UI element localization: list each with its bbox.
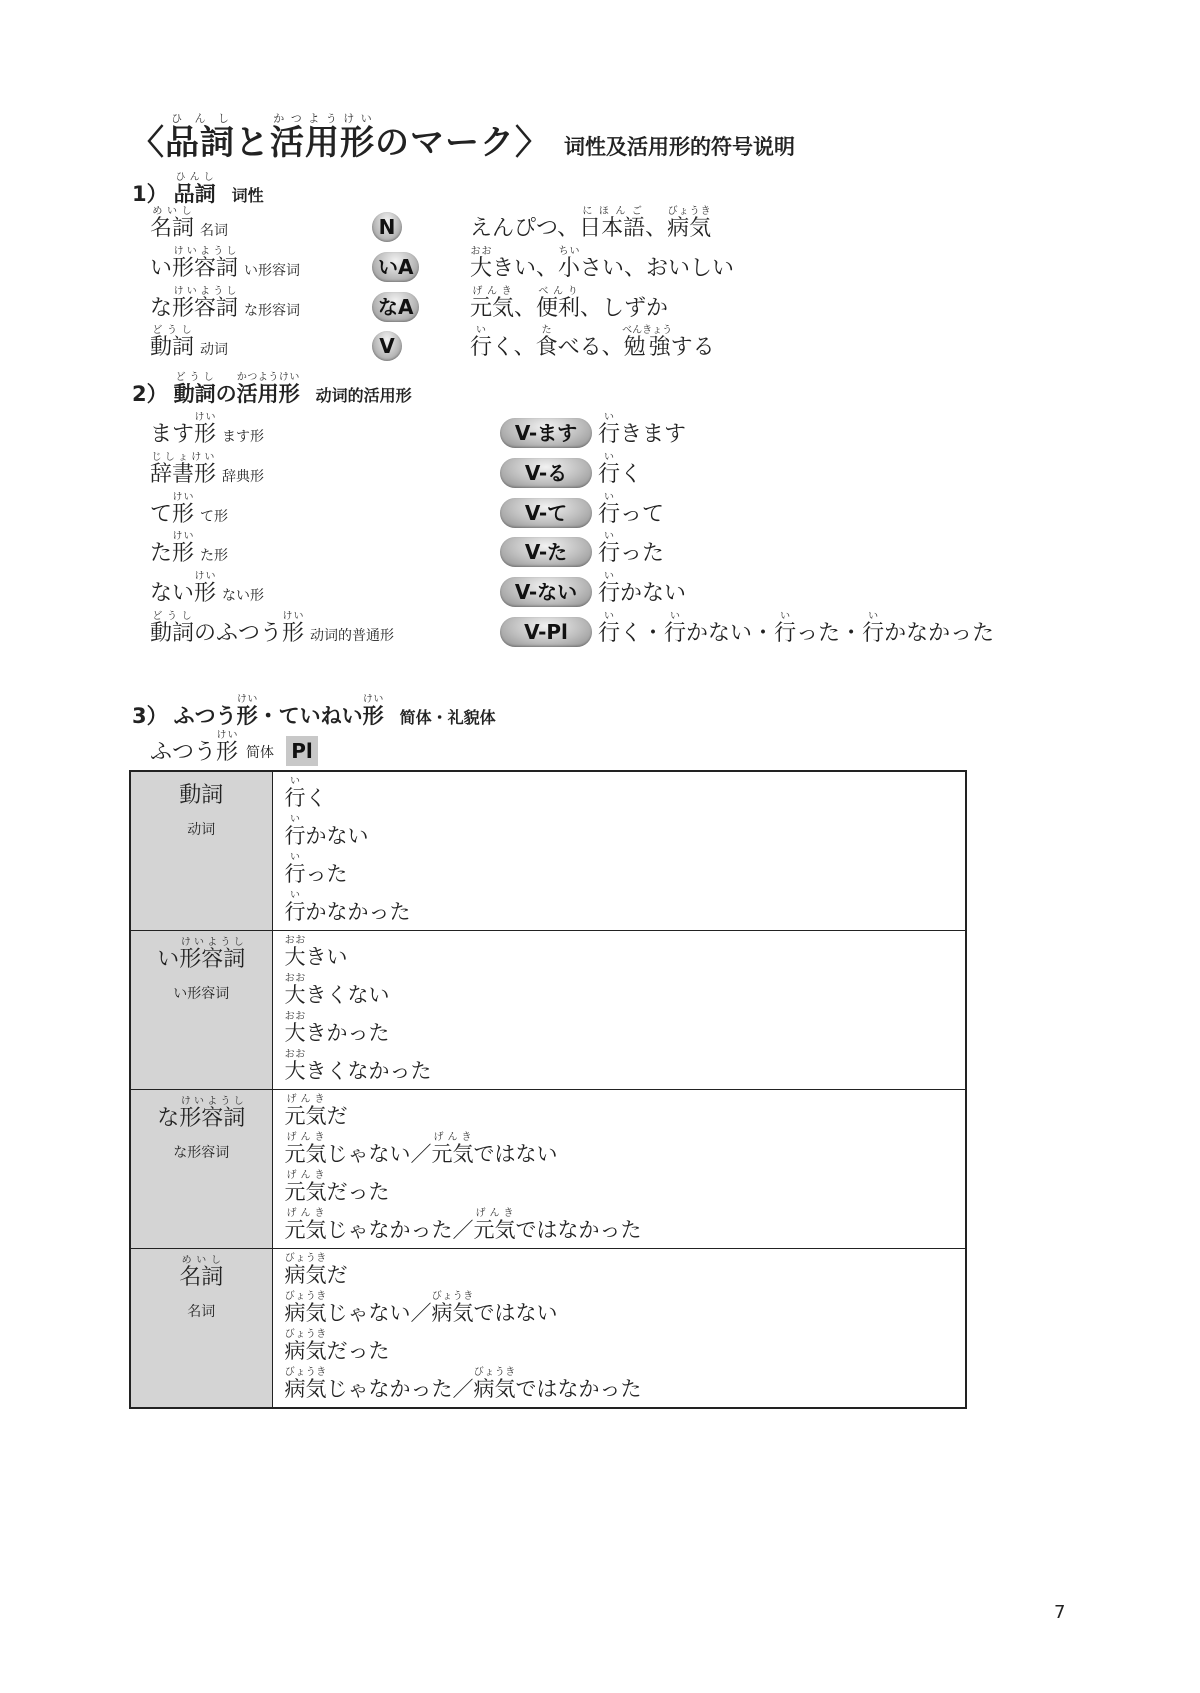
ruby-word: 行い <box>774 611 797 646</box>
conjugation-line: 行いかなかった <box>284 890 411 924</box>
ruby-word: 行い <box>598 492 621 527</box>
pos-example: 元気げんき、便利べんり、しずか <box>470 286 669 321</box>
conjugation-line: 行いかない <box>284 814 369 848</box>
table-row <box>130 771 966 931</box>
furigana: びょうき <box>473 1367 516 1378</box>
verb-form-term <box>150 531 228 567</box>
furigana: かつようけい <box>270 112 375 125</box>
title-chinese: 词性及活用形的符号说明 <box>564 135 795 159</box>
word-class-chinese: な形容词 <box>173 1145 230 1161</box>
ruby-word: 元気げんき <box>431 1132 474 1166</box>
verb-form-term-chinese: ます形 <box>222 429 265 445</box>
verb-form-example: 行いく・行いかない・行いった・行いかなかった <box>598 611 995 646</box>
verb-form-term-chinese: 动词的普通形 <box>310 628 395 644</box>
ruby-word: 元気げんき <box>284 1208 327 1242</box>
ruby-word: 元気げんき <box>284 1094 327 1128</box>
conjugation-line: 大おおきくない <box>284 973 390 1007</box>
verb-form-row <box>0 531 1200 571</box>
section-2-heading <box>132 372 412 408</box>
verb-form-example: 行いく <box>598 452 643 487</box>
furigana: げんき <box>470 286 514 297</box>
furigana: けい <box>194 571 217 582</box>
furigana: にほんご <box>579 206 646 217</box>
furigana: おお <box>284 1049 306 1060</box>
furigana: かつようけい <box>236 372 300 383</box>
ruby-word: 行い <box>664 611 687 646</box>
ruby-word: 行い <box>862 611 885 646</box>
ruby-word: 行い <box>284 776 306 810</box>
furigana: べんり <box>536 286 581 297</box>
verb-form-badge: V-る <box>500 458 592 488</box>
furigana: けい <box>172 492 195 503</box>
word-class-term: い形容詞けいようし <box>157 937 246 972</box>
verb-form-mark <box>500 458 592 488</box>
furigana: い <box>598 452 620 463</box>
furigana: い <box>470 325 492 336</box>
pos-term-japanese: い形容詞けいようし <box>150 246 239 281</box>
word-class-chinese: い形容词 <box>173 986 230 1002</box>
verb-form-term-japanese: 動詞どうしのふつう形けい <box>150 611 305 646</box>
furigana: げんき <box>431 1132 474 1143</box>
conjugation-line: 病気びょうきじゃない／病気びょうきではない <box>284 1291 558 1325</box>
ruby-word: 品詞ひんし <box>165 112 235 163</box>
page-title <box>130 112 795 164</box>
furigana: けい <box>282 611 305 622</box>
pos-row <box>0 286 1200 326</box>
verb-form-mark <box>500 577 592 607</box>
pos-row <box>0 325 1200 365</box>
furigana: びょうき <box>431 1291 474 1302</box>
furigana: い <box>774 611 797 622</box>
pos-badge: なA <box>372 292 419 322</box>
furigana: い <box>862 611 885 622</box>
furigana: げんき <box>473 1208 516 1219</box>
furigana: おお <box>284 973 306 984</box>
furigana: けいようし <box>179 1096 246 1107</box>
verb-form-term-japanese: ない形けい <box>150 571 217 606</box>
pos-term <box>150 325 228 361</box>
furigana: めいし <box>150 206 194 217</box>
pos-mark <box>372 292 419 322</box>
ruby-word: 形容詞けいようし <box>179 1096 246 1131</box>
verb-form-term <box>150 452 264 488</box>
table-row <box>130 1090 966 1249</box>
verb-form-badge: V-て <box>500 498 592 528</box>
conjugation-line: 行いく <box>284 776 327 810</box>
furigana: い <box>664 611 687 622</box>
conjugation-line: 病気びょうきだった <box>284 1329 390 1363</box>
furigana: い <box>598 611 620 622</box>
ruby-word: 行い <box>598 452 621 487</box>
verb-form-term-chinese: た形 <box>200 548 229 564</box>
ruby-word: 病気びょうき <box>473 1367 516 1401</box>
ruby-word: 病気びょうき <box>667 206 712 241</box>
furigana: おお <box>284 1011 306 1022</box>
verb-form-term-japanese <box>150 452 217 487</box>
ruby-word: 活用形かつようけい <box>270 112 375 163</box>
ruby-word: 大おお <box>284 1011 306 1045</box>
table-row <box>130 1249 966 1409</box>
verb-form-example: 行いきます <box>598 412 687 447</box>
ruby-word: 病気びょうき <box>431 1291 474 1325</box>
section-title-chinese: 动词的活用形 <box>315 386 412 405</box>
pos-badge: いA <box>372 252 419 282</box>
furigana: けい <box>216 730 239 741</box>
conjugation-line: 元気げんきだ <box>284 1094 348 1128</box>
furigana: い <box>284 814 306 825</box>
conjugation-line: 病気びょうきだ <box>284 1253 348 1287</box>
furigana: ちい <box>558 246 581 257</box>
ruby-word: 形けい <box>282 611 305 646</box>
furigana: い <box>598 571 620 582</box>
ruby-word: 日本語にほんご <box>579 206 646 241</box>
verb-form-badge: V-ない <box>500 577 592 607</box>
furigana: い <box>598 531 620 542</box>
verb-form-term-chinese: 辞典形 <box>222 469 265 485</box>
pos-mark <box>372 331 402 361</box>
furigana: めいし <box>179 1255 224 1266</box>
table-row-forms <box>272 1249 966 1409</box>
furigana: おお <box>284 935 306 946</box>
furigana: けい <box>194 412 217 423</box>
verb-form-row <box>0 571 1200 611</box>
conjugation-line: 行いった <box>284 852 348 886</box>
verb-form-badge: V-Pl <box>500 617 592 647</box>
ruby-word: 名詞めいし <box>179 1255 224 1290</box>
furigana: い <box>284 852 306 863</box>
pos-badge: N <box>372 212 402 242</box>
pos-term <box>150 286 300 322</box>
ruby-word: 行い <box>598 571 621 606</box>
ruby-word: 行い <box>598 412 621 447</box>
pos-term-chinese: 名词 <box>200 223 229 239</box>
verb-form-term <box>150 611 394 647</box>
furigana: じしょけい <box>150 452 216 463</box>
pos-example: 大おおきい、小ちいさい、おいしい <box>470 246 735 281</box>
section-number: 1） <box>132 182 168 206</box>
ruby-word: 形容詞けいようし <box>172 246 239 281</box>
ruby-word: 大おお <box>470 246 493 281</box>
ruby-word: 大おお <box>284 1049 306 1083</box>
ruby-word: 形容詞けいようし <box>172 286 239 321</box>
ruby-word: 行い <box>284 890 306 924</box>
table-row-forms <box>272 771 966 931</box>
ruby-word: 品詞ひんし <box>173 172 216 206</box>
furigana: けい <box>172 531 195 542</box>
furigana: びょうき <box>284 1291 327 1302</box>
conjugation-table <box>129 770 967 1409</box>
table-row <box>130 931 966 1090</box>
section-title-chinese: 词性 <box>231 186 264 205</box>
furigana: げんき <box>284 1208 327 1219</box>
pos-term-japanese: な形容詞けいようし <box>150 286 239 321</box>
furigana: けいようし <box>179 937 246 948</box>
verb-form-term-chinese: て形 <box>200 509 229 525</box>
pos-mark <box>372 252 419 282</box>
pos-badge: V <box>372 331 402 361</box>
pos-example: 行いく、食たべる、勉強べんきょうする <box>470 325 715 360</box>
furigana: い <box>284 890 306 901</box>
verb-form-badge: V-ます <box>500 418 592 448</box>
ruby-word: 元気げんき <box>284 1132 327 1166</box>
verb-form-mark <box>500 537 592 567</box>
ruby-word: 大おお <box>284 973 306 1007</box>
word-class-chinese: 动词 <box>187 822 216 838</box>
table-row-head <box>130 1090 272 1249</box>
verb-form-example: 行いった <box>598 531 665 566</box>
conjugation-line: 大おおきくなかった <box>284 1049 432 1083</box>
furigana: びょうき <box>284 1329 327 1340</box>
verb-form-mark <box>500 498 592 528</box>
plain-form-label <box>150 730 318 766</box>
verb-form-term <box>150 412 264 448</box>
verb-form-row <box>0 611 1200 651</box>
furigana: い <box>598 412 620 423</box>
pos-row <box>0 206 1200 246</box>
section-number: 2） <box>132 382 168 406</box>
pos-term-chinese: い形容词 <box>244 263 301 279</box>
furigana: どうし <box>150 611 194 622</box>
furigana: びょうき <box>667 206 712 217</box>
ruby-word: 大おお <box>284 935 306 969</box>
furigana: けい <box>236 694 258 705</box>
furigana: どうし <box>173 372 216 383</box>
verb-form-term <box>150 571 264 607</box>
ruby-word: 行い <box>284 814 306 848</box>
ruby-word: 元気げんき <box>284 1170 327 1204</box>
verb-form-example: 行いって <box>598 492 665 527</box>
furigana: どうし <box>150 325 194 336</box>
ruby-word: 活用形かつようけい <box>236 372 300 406</box>
title-japanese: 〈品詞ひんしと活用形かつようけいのマーク〉 <box>130 112 550 163</box>
ruby-word: 名詞めいし <box>150 206 195 241</box>
pos-row <box>0 246 1200 286</box>
furigana: い <box>598 492 620 503</box>
conjugation-line: 病気びょうきじゃなかった／病気びょうきではなかった <box>284 1367 642 1401</box>
pos-term-chinese: 动词 <box>200 342 229 358</box>
pos-term <box>150 206 228 242</box>
ruby-word: 病気びょうき <box>284 1367 327 1401</box>
ruby-word: 形けい <box>236 694 258 728</box>
furigana: た <box>535 325 558 336</box>
pos-term-japanese <box>150 325 195 360</box>
ruby-word: 形けい <box>194 571 217 606</box>
verb-form-mark <box>500 617 592 647</box>
ruby-word: 行い <box>470 325 493 360</box>
ruby-word: 辞書形じしょけい <box>150 452 217 487</box>
ruby-word: 食た <box>535 325 558 360</box>
section-title <box>174 172 216 208</box>
conjugation-line: 大おおきい <box>284 935 348 969</box>
verb-form-term-chinese: ない形 <box>222 588 265 604</box>
pos-term-japanese <box>150 206 195 241</box>
verb-form-term-japanese: ます形けい <box>150 412 217 447</box>
furigana: びょうき <box>284 1253 327 1264</box>
plain-form-mark: Pl <box>286 736 318 766</box>
section-title: 動詞どうしの活用形かつようけい <box>173 372 300 406</box>
verb-form-term <box>150 492 228 528</box>
ruby-word: 行い <box>598 611 621 646</box>
ruby-word: 便利べんり <box>536 286 581 321</box>
conjugation-line: 元気げんきじゃない／元気げんきではない <box>284 1132 558 1166</box>
ruby-word: 形けい <box>172 492 195 527</box>
word-class-term <box>131 1255 272 1291</box>
word-class-term: 動詞 <box>179 783 224 808</box>
verb-form-badge: V-た <box>500 537 592 567</box>
verb-form-mark <box>500 418 592 448</box>
furigana: げんき <box>284 1132 327 1143</box>
verb-form-row <box>0 492 1200 532</box>
conjugation-line: 元気げんきじゃなかった／元気げんきではなかった <box>284 1208 642 1242</box>
table-row-head <box>130 1249 272 1409</box>
pos-term <box>150 246 300 282</box>
table-row-head <box>130 931 272 1090</box>
ruby-word: 病気びょうき <box>284 1253 327 1287</box>
ruby-word: 病気びょうき <box>284 1329 327 1363</box>
section-3-heading <box>132 694 496 730</box>
ruby-word: 行い <box>598 531 621 566</box>
ruby-word: 元気げんき <box>470 286 515 321</box>
verb-form-term-japanese: た形けい <box>150 531 195 566</box>
table-row-forms <box>272 1090 966 1249</box>
ruby-word: 行い <box>284 852 306 886</box>
section-title-chinese: 简体・礼貌体 <box>399 708 496 727</box>
ruby-word: 動詞どうし <box>150 325 195 360</box>
table-row-head <box>130 771 272 931</box>
ruby-word: 勉強べんきょう <box>622 325 673 360</box>
furigana: い <box>284 776 306 787</box>
plain-form-chinese: 简体 <box>246 745 275 761</box>
verb-form-example: 行いかない <box>598 571 687 606</box>
furigana: ひんし <box>173 172 216 183</box>
verb-form-row <box>0 412 1200 452</box>
ruby-word: 病気びょうき <box>284 1291 327 1325</box>
ruby-word: 形けい <box>194 412 217 447</box>
conjugation-line: 元気げんきだった <box>284 1170 390 1204</box>
furigana: げんき <box>284 1170 327 1181</box>
verb-form-term-japanese: て形けい <box>150 492 195 527</box>
pos-term-chinese: な形容词 <box>244 303 301 319</box>
ruby-word: 形けい <box>216 730 239 765</box>
word-class-term: な形容詞けいようし <box>157 1096 246 1131</box>
furigana: けい <box>362 694 384 705</box>
furigana: けいようし <box>172 246 239 257</box>
furigana: けいようし <box>172 286 239 297</box>
ruby-word: 形容詞けいようし <box>179 937 246 972</box>
ruby-word: 形けい <box>172 531 195 566</box>
furigana: べんきょう <box>622 325 673 336</box>
pos-mark <box>372 212 402 242</box>
table-row-forms <box>272 931 966 1090</box>
section-1-heading <box>132 172 264 208</box>
plain-form-term: ふつう形けい <box>150 730 239 765</box>
furigana: ひんし <box>165 112 235 125</box>
ruby-word: 動詞どうし <box>150 611 195 646</box>
verb-form-row <box>0 452 1200 492</box>
ruby-word: 元気げんき <box>473 1208 516 1242</box>
furigana: びょうき <box>284 1367 327 1378</box>
conjugation-line: 大おおきかった <box>284 1011 390 1045</box>
furigana: おお <box>470 246 493 257</box>
pos-example: えんぴつ、日本語にほんご、病気びょうき <box>470 206 712 241</box>
furigana: げんき <box>284 1094 327 1105</box>
section-number: 3） <box>132 704 168 728</box>
section-title: ふつう形けい・ていねい形けい <box>173 694 384 728</box>
ruby-word: 形けい <box>362 694 384 728</box>
word-class-chinese: 名词 <box>187 1304 216 1320</box>
page-number: 7 <box>1054 1602 1066 1623</box>
ruby-word: 動詞どうし <box>173 372 216 406</box>
ruby-word: 小ちい <box>558 246 581 281</box>
